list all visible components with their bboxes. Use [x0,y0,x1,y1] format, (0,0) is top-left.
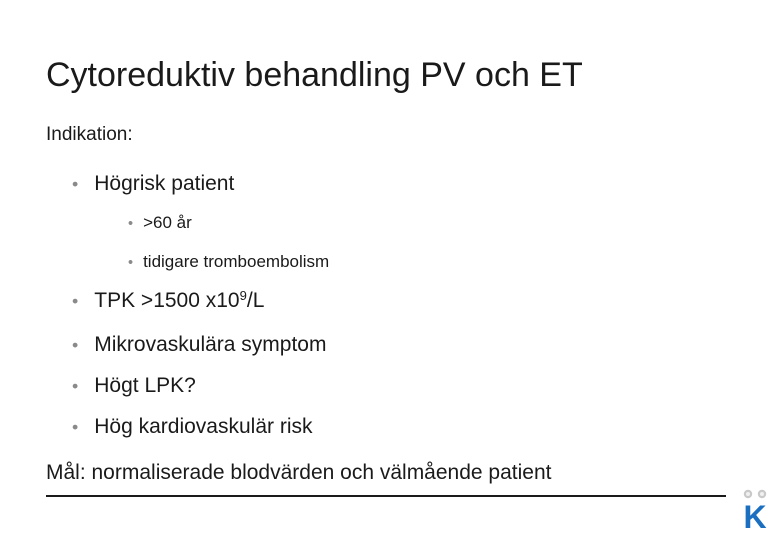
slide-title: Cytoreduktiv behandling PV och ET [46,56,583,94]
logo-letter: K [743,499,767,534]
bullet-dot-icon: • [128,255,134,271]
bullet-dot-icon: • [72,376,79,396]
bullet-dot-icon: • [128,216,134,232]
list-item [72,172,234,196]
sub-bullet-text: >60 år [143,213,192,232]
goal-statement: Mål: normaliserade blodvärden och välmående patient [46,461,552,484]
bullet-dot-icon: • [72,335,79,355]
bullet-text: Hög kardiovaskulär risk [94,415,313,438]
bullet-text [94,289,264,313]
bullet-text: Högrisk patient [94,172,235,195]
k-logo-icon [740,488,770,534]
footer-divider [46,495,726,497]
tpk-prefix: TPK >1500 x10 [94,289,240,312]
list-item [72,374,196,398]
bullet-dot-icon: • [72,417,79,437]
list-item [72,415,313,439]
bullet-text: Mikrovaskulära symptom [94,333,327,356]
tpk-suffix: /L [246,289,265,312]
list-item [72,289,264,313]
bullet-dot-icon: • [72,174,79,194]
sub-bullet-text: tidigare tromboembolism [143,252,330,271]
tpk-exponent: 9 [239,287,247,303]
indication-label: Indikation: [46,124,133,145]
sub-list-item [128,252,329,272]
bullet-text: Högt LPK? [94,374,196,397]
sub-list-item [128,213,192,233]
list-item [72,333,326,357]
bullet-dot-icon: • [72,291,79,311]
